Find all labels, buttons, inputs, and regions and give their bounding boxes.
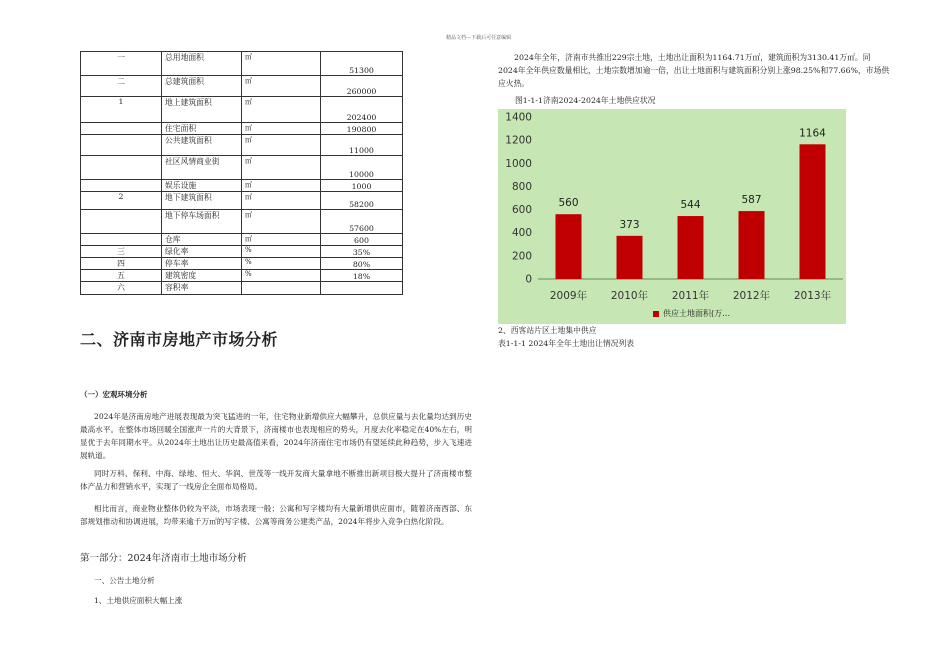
table-cell-value: 600 — [321, 234, 403, 246]
body-paragraph-1: 2024年是济南房地产进展表现最为突飞猛进的一年，住宅物业新增供应大幅攀升，总供应量与去化量均达到历史最高水平。在整体市场回暖全国涨声一片的大背景下，济南楼市也表现相应的势头，月度去化率稳定在40%左右，明显优于去年同期水平。从2024年土地出让历史最高值来看，2024年济南住宅市场仍有望延续此种趋势，步入飞速进展轨道。 — [80, 412, 472, 460]
table-cell-value: 58200 — [321, 192, 403, 210]
x-tick-label: 2010年 — [610, 290, 649, 302]
table-cell-unit: ㎡ — [242, 123, 321, 135]
section-heading: 二、济南市房地产市场分析 — [80, 330, 279, 349]
table-cell-no: 1 — [81, 97, 162, 123]
table-cell-value: 35% — [321, 246, 403, 258]
table-cell-value: 10000 — [321, 156, 403, 180]
table-row — [81, 135, 403, 156]
x-tick-label: 2013年 — [793, 290, 832, 302]
table-cell-unit: % — [242, 246, 321, 258]
bar-data-label: 373 — [619, 218, 640, 231]
body-paragraph-3: 相比而言，商业物业整体仍较为平淡，市场表现一般；公寓和写字楼均有大量新增供应面市，随着济南西部、东部规划推动和协调进展，均带来逾千万㎡的写字楼、公寓等商务公建类产品，2024年将步入竞争白热化阶段。 — [80, 504, 472, 526]
x-tick-label: 2011年 — [671, 290, 710, 302]
figure-caption: 图1-1-1济南2024-2024年土地供应状况 — [515, 96, 656, 105]
table-cell-unit: ㎡ — [242, 210, 321, 234]
header-note: 精品文档---下载后可任意编辑 — [446, 35, 512, 41]
table-cell-name: 停车率 — [162, 258, 242, 270]
table-cell-no: 六 — [81, 282, 162, 295]
table-cell-unit: ㎡ — [242, 234, 321, 246]
table-cell-unit: % — [242, 270, 321, 282]
table-cell-name: 总建筑面积 — [162, 76, 242, 97]
table-cell-no — [81, 135, 162, 156]
table-caption: 表1-1-1 2024年全年土地出让情况列表 — [498, 339, 635, 348]
table-row — [81, 97, 403, 123]
x-tick-label: 2009年 — [549, 290, 588, 302]
table-cell-value: 57600 — [321, 210, 403, 234]
right-paragraph: 2024年全年，济南市共推出229宗土地，土地出让面积为1164.71万㎡，建筑面积为3130.41万㎡。同2024年全年供应数量相比，土地宗数增加逾一倍，出让土地面积与建筑面积分别上涨98.25%和77.66%，市场供应火热。 — [498, 53, 890, 88]
table-cell-no: 三 — [81, 246, 162, 258]
table-cell-name: 建筑密度 — [162, 270, 242, 282]
table-cell-name: 绿化率 — [162, 246, 242, 258]
table-row — [81, 246, 403, 258]
table-cell-name: 娱乐设施 — [162, 180, 242, 192]
table-cell-name: 总用地面积 — [162, 52, 242, 76]
chart-legend — [653, 308, 730, 319]
table-cell-no — [81, 210, 162, 234]
table-row — [81, 180, 403, 192]
table-cell-name: 地下停车场面积 — [162, 210, 242, 234]
part-title: 第一部分：2024年济南市土地市场分析 — [80, 553, 247, 564]
table-cell-name: 地下建筑面积 — [162, 192, 242, 210]
table-cell-no: 2 — [81, 192, 162, 210]
table-row — [81, 258, 403, 270]
bar-data-label: 1164 — [799, 127, 826, 140]
sub-heading-1: 一、公告土地分析 — [94, 576, 155, 585]
table-cell-no — [81, 180, 162, 192]
table-cell-unit: ㎡ — [242, 192, 321, 210]
table-cell-no — [81, 234, 162, 246]
legend-swatch — [653, 311, 659, 317]
y-tick-label: 600 — [511, 204, 532, 217]
y-tick-label: 1200 — [505, 134, 532, 147]
below-chart-heading: 2、西客站片区土地集中供应 — [498, 326, 597, 335]
y-tick-label: 200 — [511, 250, 532, 263]
table-cell-no — [81, 123, 162, 135]
bar — [800, 144, 826, 279]
table-row — [81, 270, 403, 282]
table-cell-unit: ㎡ — [242, 76, 321, 97]
table-cell-no: 四 — [81, 258, 162, 270]
table-cell-name: 社区风情商业街 — [162, 156, 242, 180]
table-row — [81, 156, 403, 180]
chart-svg — [498, 109, 846, 324]
table-cell-value — [321, 282, 403, 295]
x-tick-label: 2012年 — [732, 290, 771, 302]
table-row — [81, 210, 403, 234]
table-cell-unit: ㎡ — [242, 156, 321, 180]
table-row — [81, 76, 403, 97]
table-cell-name: 住宅面积 — [162, 123, 242, 135]
table-cell-unit: ㎡ — [242, 135, 321, 156]
table-cell-unit: ㎡ — [242, 97, 321, 123]
table-cell-no — [81, 156, 162, 180]
table-row — [81, 282, 403, 295]
bar — [617, 236, 643, 279]
table-cell-unit: % — [242, 258, 321, 270]
table-cell-no: 一 — [81, 52, 162, 76]
sub-heading-2: 1、土地供应面积大幅上涨 — [94, 596, 183, 605]
body-paragraph-2: 同时万科、保利、中海、绿地、恒大、华润、世茂等一线开发商大量拿地不断推出新项目极大提升了济南楼市整体产品力和营销水平，实现了一线房企全面布局格局。 — [80, 469, 472, 491]
table-cell-value: 202400 — [321, 97, 403, 123]
table-cell-name: 公共建筑面积 — [162, 135, 242, 156]
table-row — [81, 123, 403, 135]
bar — [678, 216, 704, 279]
table-cell-name: 仓库 — [162, 234, 242, 246]
table-cell-value: 51300 — [321, 52, 403, 76]
table-row — [81, 52, 403, 76]
table-row — [81, 192, 403, 210]
bar — [739, 211, 765, 279]
table-cell-unit: ㎡ — [242, 180, 321, 192]
bar-data-label: 544 — [680, 199, 701, 212]
table-cell-name: 地上建筑面积 — [162, 97, 242, 123]
table-cell-value: 1000 — [321, 180, 403, 192]
y-tick-label: 800 — [511, 180, 532, 193]
legend-label: 供应土地面积(万… — [663, 309, 731, 318]
table-cell-value: 11000 — [321, 135, 403, 156]
table-cell-value: 80% — [321, 258, 403, 270]
y-tick-label: 1000 — [505, 157, 532, 170]
table-row — [81, 234, 403, 246]
table-cell-value: 18% — [321, 270, 403, 282]
project-spec-table — [80, 51, 403, 295]
subsection-heading: （一）宏观环境分析 — [80, 390, 148, 399]
table-cell-no: 五 — [81, 270, 162, 282]
y-tick-label: 1400 — [505, 111, 532, 124]
y-tick-label: 400 — [511, 227, 532, 240]
bar-data-label: 560 — [558, 197, 579, 210]
y-tick-label: 0 — [525, 273, 532, 286]
table-cell-unit — [242, 282, 321, 295]
table-cell-no: 二 — [81, 76, 162, 97]
table-cell-value: 260000 — [321, 76, 403, 97]
bar — [556, 214, 582, 279]
table-cell-name: 容积率 — [162, 282, 242, 295]
land-supply-chart — [498, 109, 846, 324]
table-cell-value: 190800 — [321, 123, 403, 135]
table-cell-unit: ㎡ — [242, 52, 321, 76]
bar-data-label: 587 — [741, 194, 762, 207]
